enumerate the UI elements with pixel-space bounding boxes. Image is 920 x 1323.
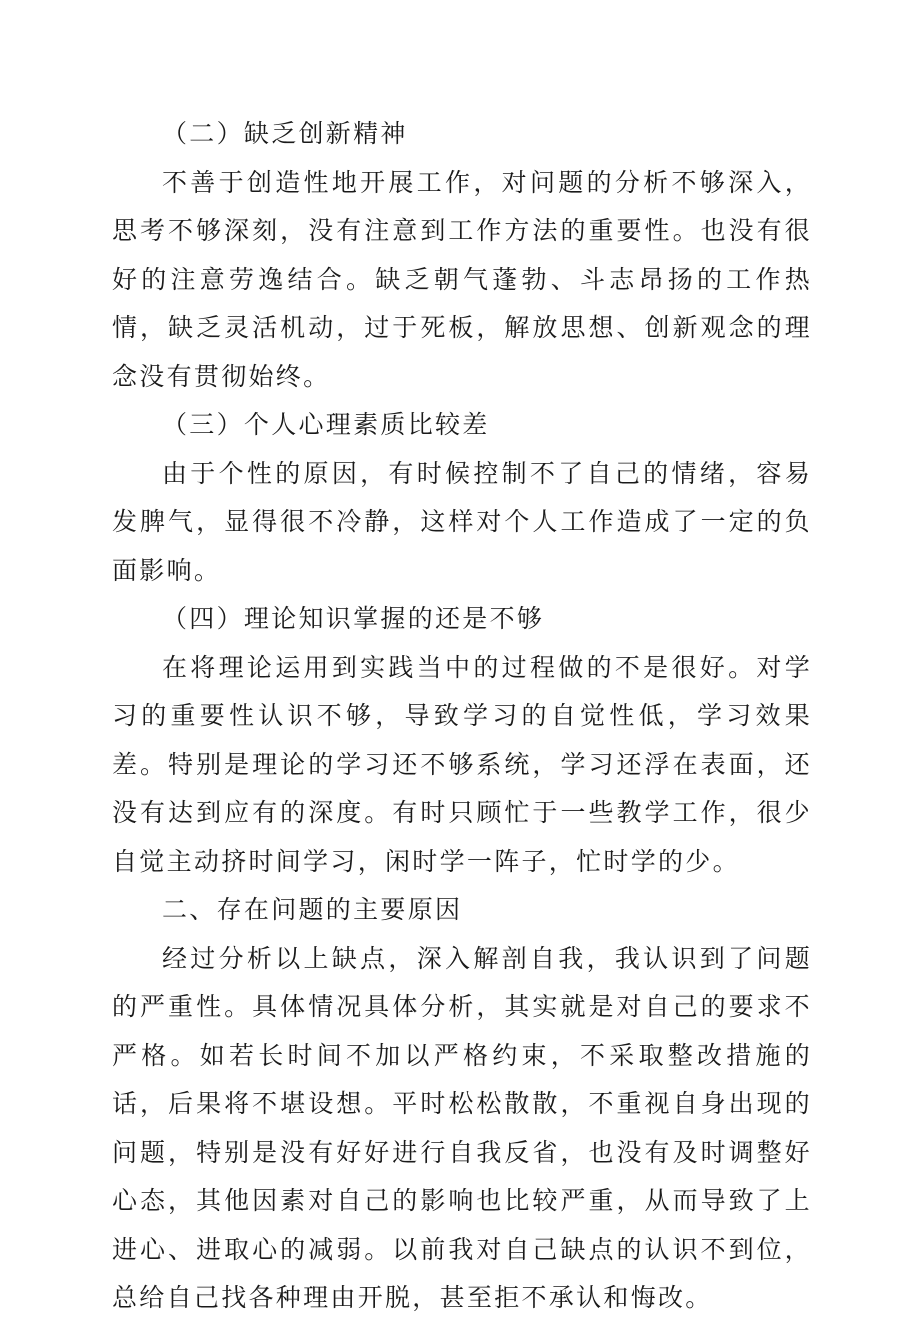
section-heading-main-causes: 二、存在问题的主要原因 <box>162 895 463 924</box>
section-heading-lack-innovation: （二）缺乏创新精神 <box>162 119 408 148</box>
section-heading-psychological-quality: （三）个人心理素质比较差 <box>162 410 490 439</box>
section-paragraph-main-causes: 经过分析以上缺点，深入解剖自我，我认识到了问题的严重性。具体情况具体分析，其实就是对自己的要求不严格。如若长时间不加以严格约束，不采取整改措施的话，后果将不堪设想。平时松松散散，不重视自身出现的问题，特别是没有好好进行自我反省，也没有及时调整好心态，其他因素对自己的影响也比较严重，从而导致了上进心、进取心的减弱。以前我对自己缺点的认识不到位，总给自己找各种理由开脱，甚至拒不承认和悔改。 <box>112 943 812 1312</box>
section-paragraph-lack-innovation: 不善于创造性地开展工作，对问题的分析不够深入，思考不够深刻，没有注意到工作方法的重要性。也没有很好的注意劳逸结合。缺乏朝气蓬勃、斗志昂扬的工作热情，缺乏灵活机动，过于死板，解放思想、创新观念的理念没有贯彻始终。 <box>112 167 812 391</box>
document-body <box>112 110 812 1323</box>
section-paragraph-psychological-quality: 由于个性的原因，有时候控制不了自己的情绪，容易发脾气，显得很不冷静，这样对个人工作造成了一定的负面影响。 <box>112 458 812 585</box>
section-heading-theory-knowledge: （四）理论知识掌握的还是不够 <box>162 604 545 633</box>
section-paragraph-theory-knowledge: 在将理论运用到实践当中的过程做的不是很好。对学习的重要性认识不够，导致学习的自觉性低，学习效果差。特别是理论的学习还不够系统，学习还浮在表面，还没有达到应有的深度。有时只顾忙于一些教学工作，很少自觉主动挤时间学习，闲时学一阵子，忙时学的少。 <box>112 652 812 876</box>
